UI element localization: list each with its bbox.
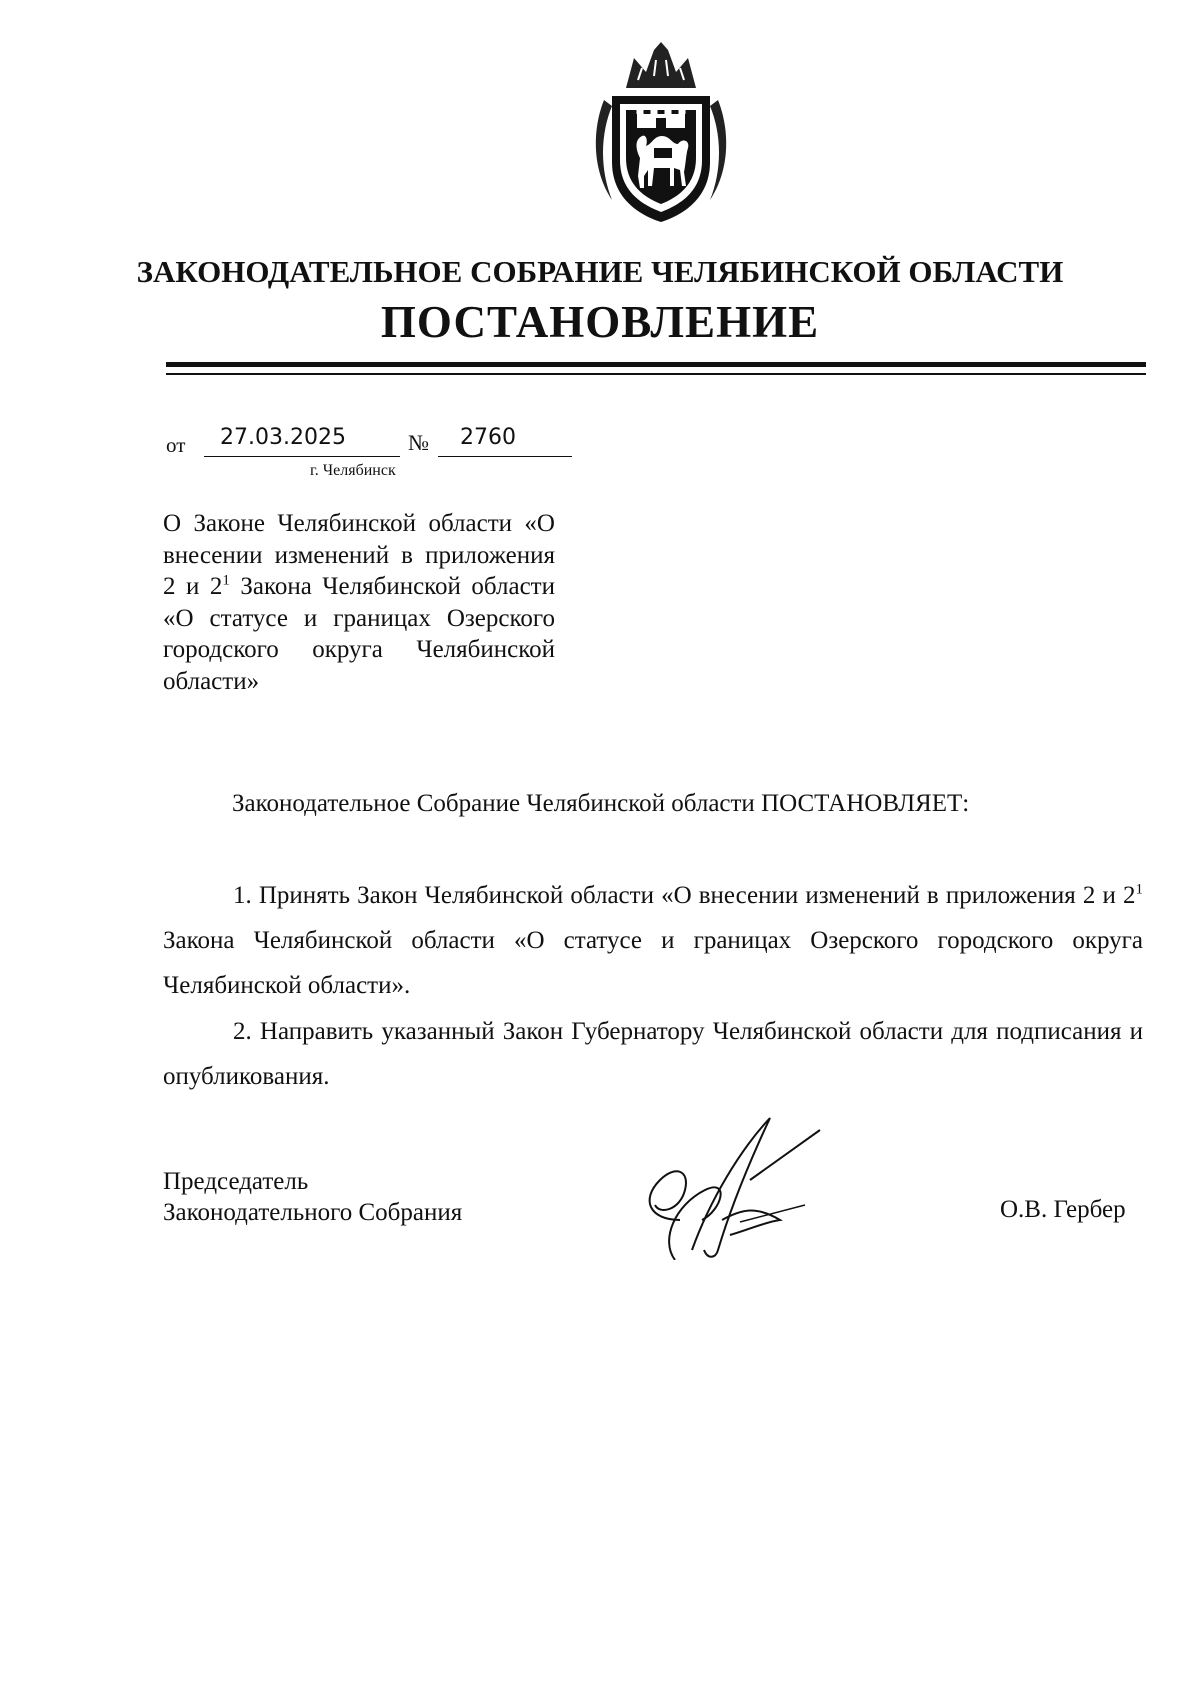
handwritten-signature (630, 1110, 830, 1260)
header-rule-thin (166, 373, 1146, 375)
resolution-statement: Законодательное Собрание Челябинской области ПОСТАНОВЛЯЕТ: (232, 790, 970, 817)
header-rule-thick (166, 362, 1146, 367)
date-underline (204, 456, 400, 457)
resolution-item-2: 2. Направить указанный Закон Губернатору Челябинской области для подписания и опубликования. (163, 1018, 1143, 1090)
document-subject (163, 508, 555, 697)
number-sign: № (408, 430, 429, 455)
document-type-title: ПОСТАНОВЛЕНИЕ (380, 297, 820, 347)
item-1-superscript: 1 (1135, 881, 1143, 898)
subject-text-part2: Закона Челябинской области «О статусе и границах Озерского городского округа Челябинской области» (163, 573, 555, 695)
signer-title-line2: Законодательного Собрания (163, 1199, 463, 1226)
subject-superscript: 1 (222, 572, 230, 589)
date-prefix: от (166, 433, 186, 457)
item-1-text-part1: 1. Принять Закон Челябинской области «О внесении изменений в приложения 2 и 2 (233, 882, 1136, 909)
signer-name: О.В. Гербер (1000, 1196, 1126, 1223)
city-label: г. Челябинск (310, 462, 396, 479)
number-underline (438, 456, 572, 457)
signer-title (163, 1166, 462, 1228)
subject-text-part1: О Законе Челябинской области «О внесении изменений в приложения 2 и 2 (163, 510, 555, 600)
document-number: 2760 (460, 425, 516, 450)
resolution-item-1 (163, 873, 1143, 1008)
coat-of-arms-icon (582, 40, 740, 226)
document-date: 27.03.2025 (220, 425, 346, 450)
signer-title-line1: Председатель (163, 1168, 309, 1195)
item-1-text-part2: Закона Челябинской области «О статусе и границах Озерского городского округа Челябинской области». (163, 927, 1143, 999)
organization-name: ЗАКОНОДАТЕЛЬНОЕ СОБРАНИЕ ЧЕЛЯБИНСКОЙ ОБЛАСТИ (136, 254, 1064, 289)
